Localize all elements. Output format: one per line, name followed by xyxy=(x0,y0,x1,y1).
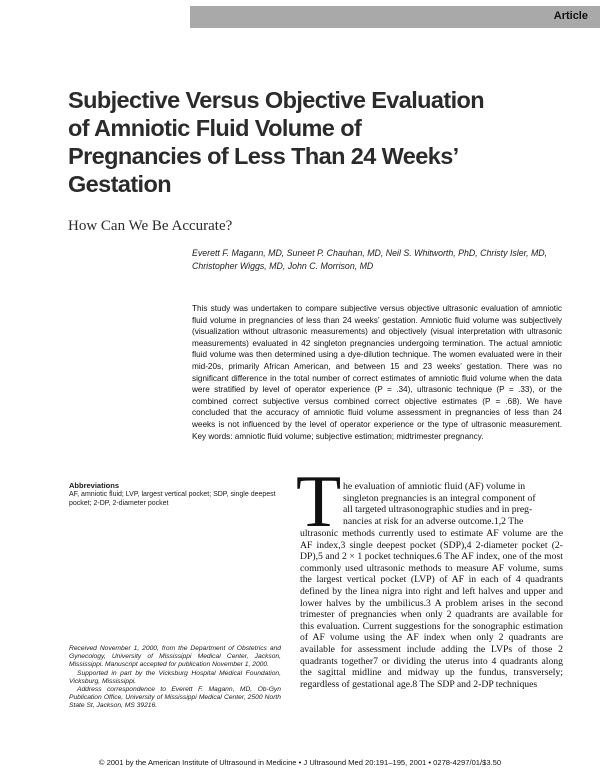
body-intro-line: singleton pregnancies is an integral component of xyxy=(343,492,536,504)
page-footer: © 2001 by the American Institute of Ultrasound in Medicine • J Ultrasound Med 20:191–195, 2001 • 0278-4297/01/$3.50 xyxy=(98,758,502,767)
body-intro xyxy=(343,481,563,527)
section-label: Article xyxy=(553,10,588,22)
correspondence-note: Address correspondence to Everett F. Magann, MD, Ob-Gyn Publication Office, University of Mississippi Medical Center, 2500 North State St, Jackson, MS 39216. xyxy=(69,686,281,710)
support-note: Supported in part by the Vicksburg Hospital Medical Foundation, Vicksburg, Mississippi. xyxy=(69,669,281,685)
abbreviations-heading: Abbreviations xyxy=(69,481,120,490)
article-subtitle: How Can We Be Accurate? xyxy=(68,218,233,234)
section-header-bar xyxy=(190,6,600,28)
abbreviations-text: AF, amniotic fluid; LVP, largest vertical pocket; SDP, single deepest pocket; 2-DP, 2-diameter pocket xyxy=(69,491,276,508)
body-intro-line: he evaluation of amniotic fluid (AF) volume in xyxy=(343,481,526,492)
body-text: ultrasonic methods currently used to estimate AF volume are the AF index,3 single deepest pocket (SDP),4 2-diameter pocket (2-DP),5 and 2 × 1 pocket techniques.6 The AF index, one of the most commonly used ultrasonic methods to measure AF volume, sums the largest vertical pocket (LVP) of AF in each of 4 quadrants defined by the linea nigra into right and left halves and upper and lower halves by the umbilicus.3 A problem arises in the second trimester of pregnancies when only 2 quadrants are available for this evaluation. Current suggestions for the sonographic estimation of AF volume using the AF index when only 2 quadrants are available for assessment include adding the LVPs of those 2 quadrants together7 or dividing the uterus into 4 quadrants along the sagittal midline and midway up the fundus, transversely; regardless of gestational age.8 The SDP and 2-DP techniques xyxy=(300,528,563,690)
author-list: Everett F. Magann, MD, Suneet P. Chauhan, MD, Neil S. Whitworth, PhD, Christy Isler, MD, Christopher Wiggs, MD, John C. Morrison, MD xyxy=(192,248,548,271)
article-notes xyxy=(69,645,281,711)
drop-cap: T xyxy=(296,461,342,543)
body-intro-line: nancies at risk for an adverse outcome.1,2 The xyxy=(343,515,524,527)
article-title: Subjective Versus Objective Evaluation of Amniotic Fluid Volume of Pregnancies of Less Than 24 Weeks’ Gestation xyxy=(68,87,485,197)
received-note: Received November 1, 2000, from the Department of Obstetrics and Gynecology, University of Mississippi Medical Center, Jackson, Mississippi. Manuscript accepted for publication November 1, 2000. xyxy=(69,645,281,669)
abstract: This study was undertaken to compare subjective versus objective ultrasonic evaluation of amniotic fluid volume in pregnancies of less than 24 weeks’ gestation. Amniotic fluid volume was subjectively (visualization without ultrasonic measurements) and objectively (visual interpretation with ultrasonic measurements) evaluated in 42 singleton pregnancies undergoing termination. The actual amniotic fluid volume was then determined using a dye-dilution technique. The women evaluated were in their mid-20s, primarily African American, and between 15 and 23 weeks’ gestation. There was no significant difference in the total number of correct estimates of amniotic fluid volume when the data were stratified by level of operator experience (P = .34), ultrasonic technique (P = .33), or the combined correct subjective versus combined correct objective estimates (P = .68). We have concluded that the accuracy of amniotic fluid volume assessment in pregnancies of less than 24 weeks is not influenced by the level of operator experience or the type of ultrasonic measurement. Key words: amniotic fluid volume; subjective estimation; midtrimester pregnancy. xyxy=(192,304,562,441)
body-intro-line: all targeted ultrasonographic studies and in preg- xyxy=(343,504,533,516)
